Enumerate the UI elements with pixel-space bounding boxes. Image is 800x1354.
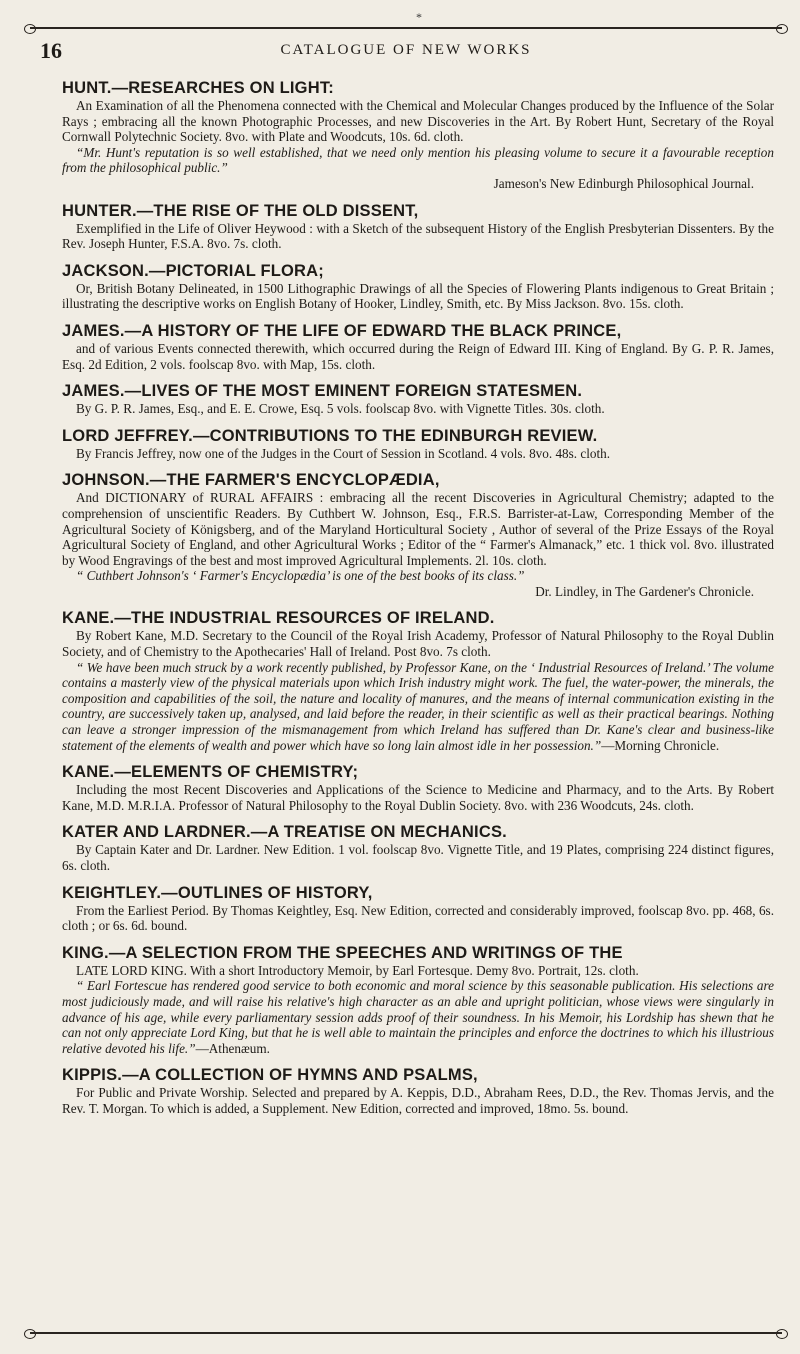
catalogue-entry xyxy=(62,261,774,312)
catalogue-entry xyxy=(62,883,774,934)
entry-heading: JOHNSON.—THE FARMER'S ENCYCLOPÆDIA, xyxy=(62,471,440,490)
entry-description: Including the most Recent Discoveries and Applications of the Science to Medicine and Pharmacy, and to the Arts. By Robert Kane, M.D. M.R.I.A. Professor of Natural Philosophy to the Royal Dublin Society. 8vo. with 236 Woodcuts, 24s. cloth. xyxy=(62,782,774,813)
catalogue-entry xyxy=(62,78,774,192)
entry-heading: JAMES.—LIVES OF THE MOST EMINENT FOREIGN STATESMEN. xyxy=(62,382,583,401)
review-quote-text: “ Earl Fortescue has rendered good service to both economic and moral science by this seasonable publication. His selections are most judiciously made, and will raise his relative's high character as an able and upright politician, whose views were singularly in advance of his age, while every parliamentary session adds proof of their soundness. In his Memoir, his Lordship has shewn that he can not only appreciate Lord King, but that he is well able to maintain the principles and enforce the doctrines to which his illustrious relative devoted his life.” xyxy=(62,978,774,1056)
entry-description: By Captain Kater and Dr. Lardner. New Edition. 1 vol. foolscap 8vo. Vignette Title, and 19 Plates, comprising 224 distinct figures, 6s. cloth. xyxy=(62,842,774,873)
entry-heading: HUNTER.—THE RISE OF THE OLD DISSENT, xyxy=(62,201,419,220)
entry-description: Or, British Botany Delineated, in 1500 Lithographic Drawings of all the Species of Flowering Plants indigenous to Great Britain ; illustrating the descriptive works on English Botany of Hooker, Lindley, Smith, etc. By Miss Jackson. 8vo. 15s. cloth. xyxy=(62,280,774,312)
entry-description: Exemplified in the Life of Oliver Heywood : with a Sketch of the subsequent History of the English Presbyterian Dissenters. By the Rev. Joseph Hunter, F.S.A. 8vo. 7s. cloth. xyxy=(62,220,774,252)
running-head: CATALOGUE OF NEW WORKS xyxy=(280,42,532,58)
entry-heading: KANE.—THE INDUSTRIAL RESOURCES OF IRELAND. xyxy=(62,609,495,628)
catalogue-entry xyxy=(62,426,774,462)
entry-heading: KIPPIS.—A COLLECTION OF HYMNS AND PSALMS, xyxy=(62,1066,478,1085)
entry-heading: KEIGHTLEY.—OUTLINES OF HISTORY, xyxy=(62,883,373,902)
top-ornamental-rule xyxy=(30,27,782,29)
review-quote: “ Cuthbert Johnson's ‘ Farmer's Encyclopædia’ is one of the best books of its class.” xyxy=(76,568,525,584)
entry-heading: LORD JEFFREY.—CONTRIBUTIONS TO THE EDINBURGH REVIEW. xyxy=(62,426,598,445)
entry-description: An Examination of all the Phenomena connected with the Chemical and Molecular Changes produced by the Influence of the Solar Rays ; embracing all the known Photographic Processes, and new Discoveries in the Art. By Robert Hunt, Secretary of the Royal Cornwall Polytechnic Society. 8vo. with Plate and Woodcuts, 10s. 6d. cloth. xyxy=(62,98,774,145)
entry-heading: KING.—A SELECTION FROM THE SPEECHES AND WRITINGS OF THE xyxy=(62,943,623,962)
entry-description: And DICTIONARY of RURAL AFFAIRS : embracing all the recent Discoveries in Agricultural Chemistry; adapted to the comprehension of unscientific Readers. By Cuthbert W. Johnson, Esq., F.R.S. Barrister-at-Law, Corresponding Member of the Agricultural Society of Königsberg, and of the Maryland Horticultural Society , Author of several of the Prize Essays of the Royal Agricultural Society of England, and other Agricultural Works ; Editor of the “ Farmer's Almanack,” etc. 1 thick vol. 8vo. illustrated by Wood Engravings of the best and most improved Agricultural Implements. 2l. 10s. cloth. xyxy=(62,490,774,568)
catalogue-entry xyxy=(62,470,774,599)
catalogue-entry xyxy=(62,321,774,372)
entry-description: From the Earliest Period. By Thomas Keightley, Esq. New Edition, corrected and considerably improved, foolscap 8vo. pp. 468, 6s. cloth ; or 6s. 6d. bound. xyxy=(62,902,774,934)
bottom-ornamental-rule xyxy=(30,1332,782,1334)
review-quote-text: “ We have been much struck by a work recently published, by Professor Kane, on the ‘ Industrial Resources of Ireland.’ The volume contains a masterly view of the physical materials upon which Irish industry might work. The fuel, the water-power, the minerals, the composition and capabilities of the soil, the nature and locality of manures, and the means of internal communication existing in the country, are successively taken up, analysed, and laid before the reader, in their scientific as well as their practical bearings. Nothing can leave a stronger impression of the mismanagement from which Ireland has suffered than Dr. Kane's clear and business-like statement of the elements of wealth and power which have so long lain almost idle in her possession.” xyxy=(62,659,774,753)
review-source: —Morning Chronicle. xyxy=(601,737,720,753)
catalogue-entry xyxy=(62,608,774,753)
review-quote xyxy=(62,978,774,1056)
entry-heading: JAMES.—A HISTORY OF THE LIFE OF EDWARD THE BLACK PRINCE, xyxy=(62,321,622,340)
printer-mark: * xyxy=(416,10,422,24)
catalogue-entry xyxy=(62,943,774,1057)
catalogue-page xyxy=(26,0,786,1354)
entry-description: By Francis Jeffrey, now one of the Judges in the Court of Session in Scotland. 4 vols. 8vo. 48s. cloth. xyxy=(76,445,611,461)
review-source: —Athenæum. xyxy=(195,1040,270,1056)
catalogue-entry xyxy=(62,822,774,873)
catalogue-entries xyxy=(62,78,774,1126)
catalogue-entry xyxy=(62,762,774,813)
entry-description: By G. P. R. James, Esq., and E. E. Crowe, Esq. 5 vols. foolscap 8vo. with Vignette Titles. 30s. cloth. xyxy=(76,401,605,417)
entry-description: By Robert Kane, M.D. Secretary to the Council of the Royal Irish Academy, Professor of Natural Philosophy to the Royal Dublin Society, and of Chemistry to the Apothecaries' Hall of Ireland. Post 8vo. 7s cloth. xyxy=(62,628,774,660)
entry-heading: JACKSON.—PICTORIAL FLORA; xyxy=(62,261,324,280)
entry-heading: KATER AND LARDNER.—A TREATISE ON MECHANICS. xyxy=(62,823,507,842)
entry-heading: HUNT.—RESEARCHES ON LIGHT: xyxy=(62,79,334,97)
catalogue-entry xyxy=(62,1065,774,1116)
catalogue-entry xyxy=(62,201,774,252)
entry-description: For Public and Private Worship. Selected and prepared by A. Keppis, D.D., Abraham Rees, D.D., the Rev. Thomas Jervis, and the Rev. T. Morgan. To which is added, a Supplement. New Edition, corrected and improved, 18mo. 5s. bound. xyxy=(62,1085,774,1116)
page-number: 16 xyxy=(40,38,62,63)
entry-heading: KANE.—ELEMENTS OF CHEMISTRY; xyxy=(62,763,359,782)
review-quote xyxy=(62,660,774,754)
review-quote: “Mr. Hunt's reputation is so well established, that we need only mention his pleasing volume to secure it a favourable reception from the philosophical public.” xyxy=(62,144,774,176)
entry-description: LATE LORD KING. With a short Introductory Memoir, by Earl Fortesque. Demy 8vo. Portrait, 12s. cloth. xyxy=(76,962,639,978)
review-attribution: Jameson's New Edinburgh Philosophical Journal. xyxy=(493,175,754,191)
review-attribution: Dr. Lindley, in The Gardener's Chronicle. xyxy=(535,583,754,599)
entry-description: and of various Events connected therewith, which occurred during the Reign of Edward III. King of England. By G. P. R. James, Esq. 2d Edition, 2 vols. foolscap 8vo. with Map, 15s. cloth. xyxy=(62,340,774,372)
catalogue-entry xyxy=(62,381,774,417)
